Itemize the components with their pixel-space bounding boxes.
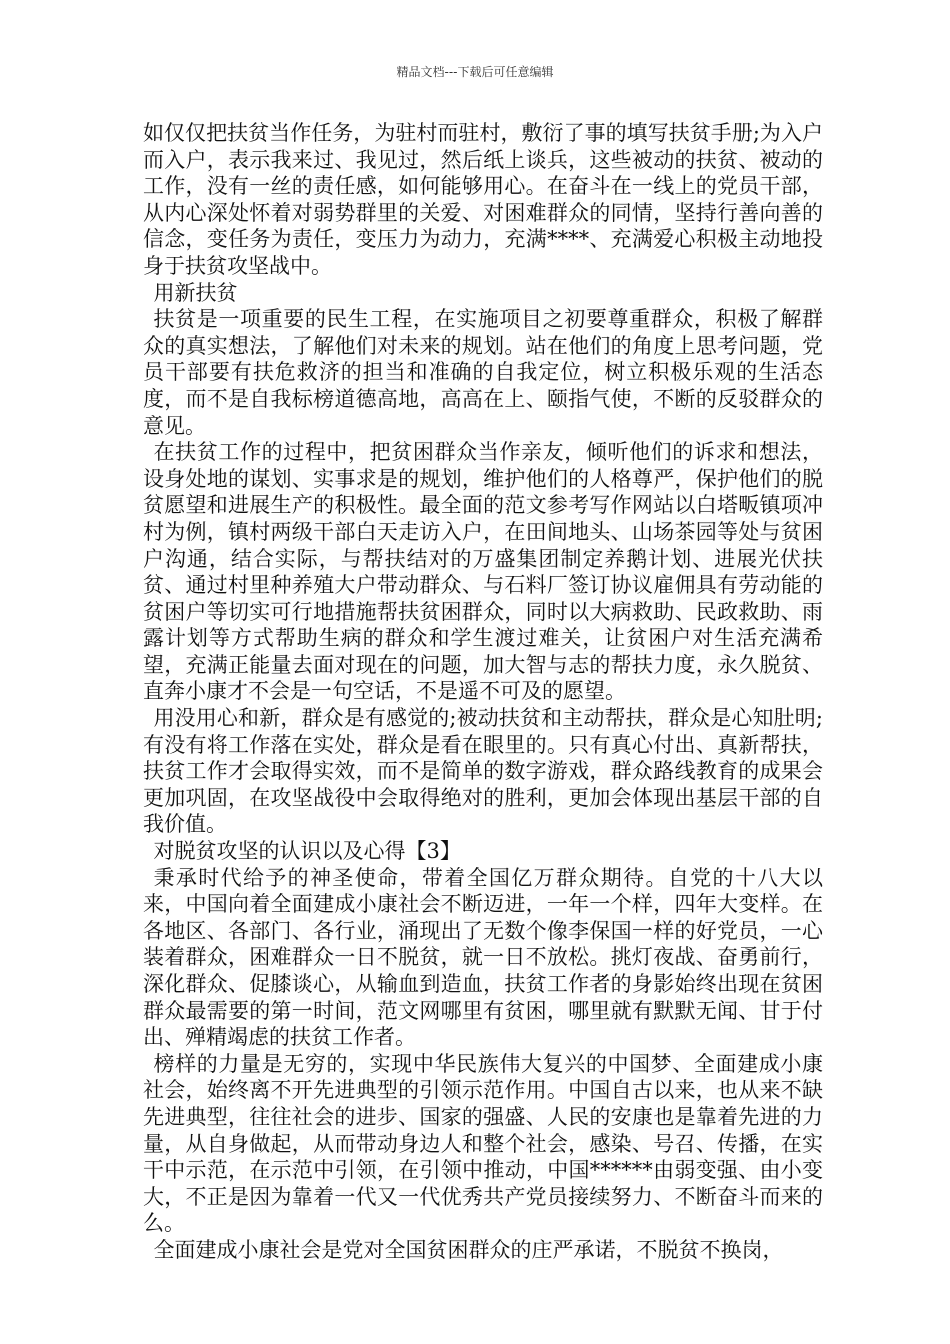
page-header: 精品文档---下载后可任意编辑: [396, 65, 554, 79]
paragraph-4: 用没用心和新，群众是有感觉的;被动扶贫和主动帮扶，群众是心知肚明;有没有将工作落在实处，群众是看在眼里的。只有真心付出、真新帮扶，扶贫工作才会取得实效，而不是简单的数字游戏，群众路线教育的成果会更加巩固，在攻坚战役中会取得绝对的胜利，更加会体现出基层干部的自我价值。: [143, 706, 823, 837]
document-body: [143, 120, 823, 1264]
section-heading-2: 对脱贫攻坚的认识以及心得【3】: [153, 839, 461, 864]
paragraph-5: 秉承时代给予的神圣使命，带着全国亿万群众期待。自党的十八大以来，中国向着全面建成小康社会不断迈进，一年一个样，四年大变样。在各地区、各部门、各行业，涌现出了无数个像李保国一样的好党员，一心装着群众，困难群众一日不脱贫，就一日不放松。挑灯夜战、奋勇前行，深化群众、促膝谈心，从输血到造血，扶贫工作者的身影始终出现在贫困群众最需要的第一时间，范文网哪里有贫困，哪里就有默默无闻、甘于付出、殚精竭虑的扶贫工作者。: [143, 865, 823, 1050]
paragraph-6: 榜样的力量是无穷的，实现中华民族伟大复兴的中国梦、全面建成小康社会，始终离不开先进典型的引领示范作用。中国自古以来，也从来不缺先进典型，往往社会的进步、国家的强盛、人民的安康也是靠着先进的力量，从自身做起，从而带动身边人和整个社会，感染、号召、传播，在实干中示范，在示范中引领，在引领中推动，中国******由弱变强、由小变大，不正是因为靠着一代又一代优秀共产党员接续努力、不断奋斗而来的么。: [143, 1051, 823, 1236]
paragraph-7: 全面建成小康社会是党对全国贫困群众的庄严承诺，不脱贫不换岗，: [153, 1237, 784, 1262]
paragraph-1: 如仅仅把扶贫当作任务，为驻村而驻村，敷衍了事的填写扶贫手册;为入户而入户，表示我来过、我见过，然后纸上谈兵，这些被动的扶贫、被动的工作，没有一丝的责任感，如何能够用心。在奋斗在一线上的党员干部，从内心深处怀着对弱势群里的关爱、对困难群众的同情，坚持行善向善的信念，变任务为责任，变压力为动力，充满****、充满爱心积极主动地投身于扶贫攻坚战中。: [143, 121, 823, 278]
paragraph-3: 在扶贫工作的过程中，把贫困群众当作亲友，倾听他们的诉求和想法，设身处地的谋划、实事求是的规划，维护他们的人格尊严，保护他们的脱贫愿望和进展生产的积极性。最全面的范文参考写作网站以白塔畈镇项冲村为例，镇村两级干部白天走访入户，在田间地头、山场茶园等处与贫困户沟通，结合实际，与帮扶结对的万盛集团制定养鹅计划、进展光伏扶贫、通过村里种养殖大户带动群众、与石料厂签订协议雇佣具有劳动能的贫困户等切实可行地措施帮扶贫困群众，同时以大病救助、民政救助、雨露计划等方式帮助生病的群众和学生渡过难关，让贫困户对生活充满希望，充满正能量去面对现在的问题，加大智与志的帮扶力度，永久脱贫、直奔小康才不会是一句空话，不是遥不可及的愿望。: [143, 440, 823, 704]
section-heading-1: 用新扶贫: [153, 280, 238, 305]
paragraph-2: 扶贫是一项重要的民生工程，在实施项目之初要尊重群众，积极了解群众的真实想法，了解他们对未来的规划。站在他们的角度上思考问题，党员干部要有扶危救济的担当和准确的自我定位，树立积极乐观的生活态度，而不是自我标榜道德高地，高高在上、颐指气使，不断的反驳群众的意见。: [143, 307, 823, 438]
